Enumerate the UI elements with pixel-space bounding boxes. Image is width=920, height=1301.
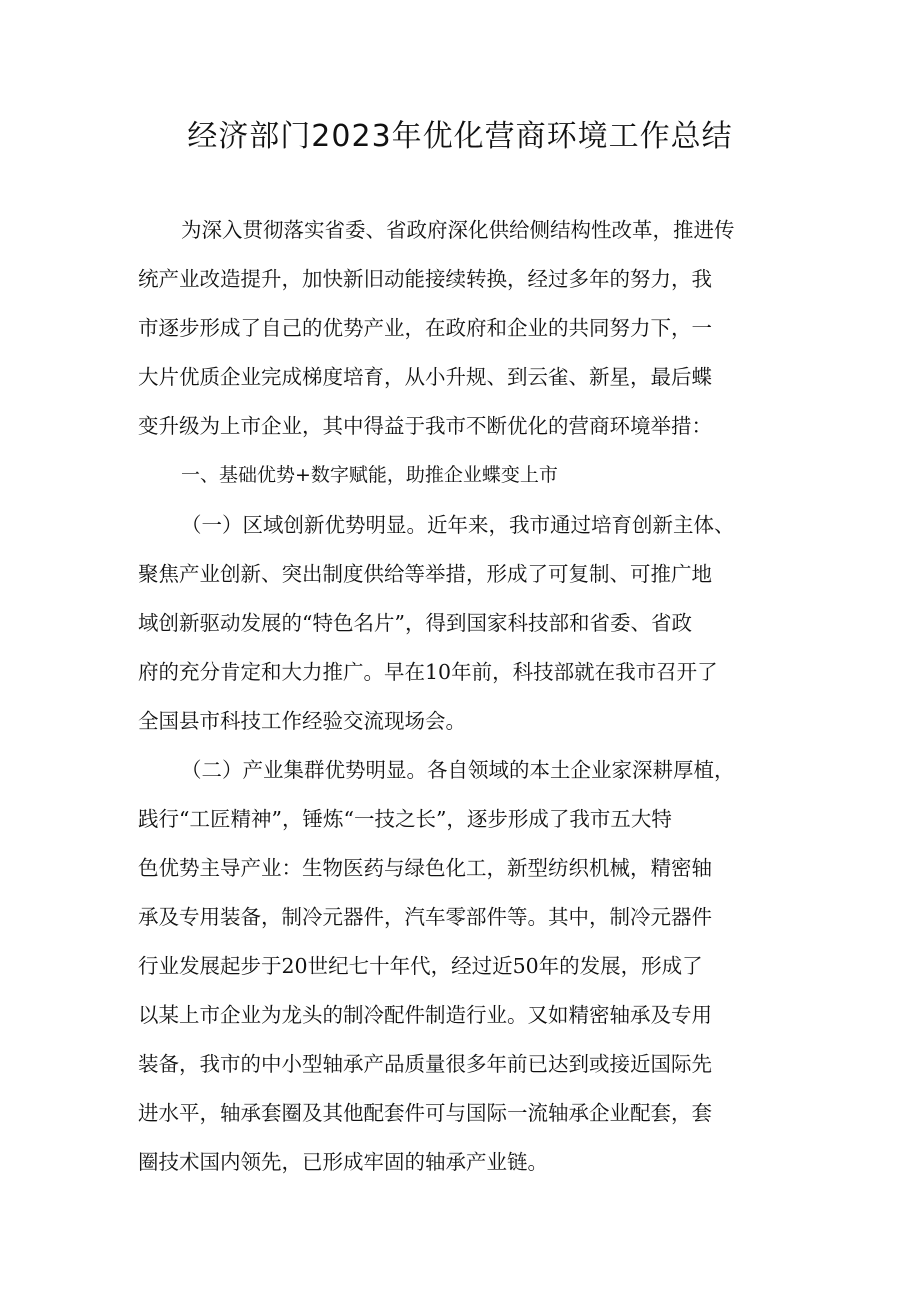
para2-line-6: 以某上市企业为龙头的制冷配件制造行业。又如精密轴承及专用	[138, 1003, 712, 1027]
intro-line-3: 市逐步形成了自己的优势产业，在政府和企业的共同努力下，一	[138, 316, 712, 340]
para1-line-1: （一）区域创新优势明显。近年来，我市通过培育创新主体、	[181, 513, 735, 537]
para2-line-9: 圈技术国内领先，已形成牢固的轴承产业链。	[138, 1150, 548, 1174]
para2-line-2: 践行“工匠精神”，锤炼“一技之长”，逐步形成了我市五大特	[138, 807, 672, 831]
document-title: 经济部门2023年优化营商环境工作总结	[187, 119, 733, 154]
para2-line-3: 色优势主导产业：生物医药与绿色化工，新型纺织机械，精密轴	[138, 856, 712, 880]
intro-line-5: 变升级为上市企业，其中得益于我市不断优化的营商环境举措：	[138, 414, 712, 438]
para1-line-3: 域创新驱动发展的“特色名片”，得到国家科技部和省委、省政	[138, 611, 692, 635]
para1-line-4: 府的充分肯定和大力推广。早在10年前，科技部就在我市召开了	[138, 660, 718, 684]
para2-line-5: 行业发展起步于20世纪七十年代，经过近50年的发展，形成了	[138, 954, 703, 978]
para1-line-2: 聚焦产业创新、突出制度供给等举措，形成了可复制、可推广地	[138, 562, 712, 586]
para2-line-7: 装备，我市的中小型轴承产品质量很多年前已达到或接近国际先	[138, 1052, 712, 1076]
section-heading-1: 一、基础优势+数字赋能，助推企业蝶变上市	[181, 464, 558, 486]
para2-line-8: 进水平，轴承套圈及其他配套件可与国际一流轴承企业配套，套	[138, 1101, 712, 1125]
para1-line-5: 全国县市科技工作经验交流现场会。	[138, 709, 466, 733]
intro-line-2: 统产业改造提升，加快新旧动能接续转换，经过多年的努力，我	[138, 267, 712, 291]
intro-line-1: 为深入贯彻落实省委、省政府深化供给侧结构性改革，推进传	[181, 218, 735, 242]
para2-line-4: 承及专用装备，制冷元器件，汽车零部件等。其中，制冷元器件	[138, 905, 712, 929]
para2-line-1: （二）产业集群优势明显。各自领域的本土企业家深耕厚植，	[181, 758, 735, 782]
intro-line-4: 大片优质企业完成梯度培育，从小升规、到云雀、新星，最后蝶	[138, 365, 712, 389]
